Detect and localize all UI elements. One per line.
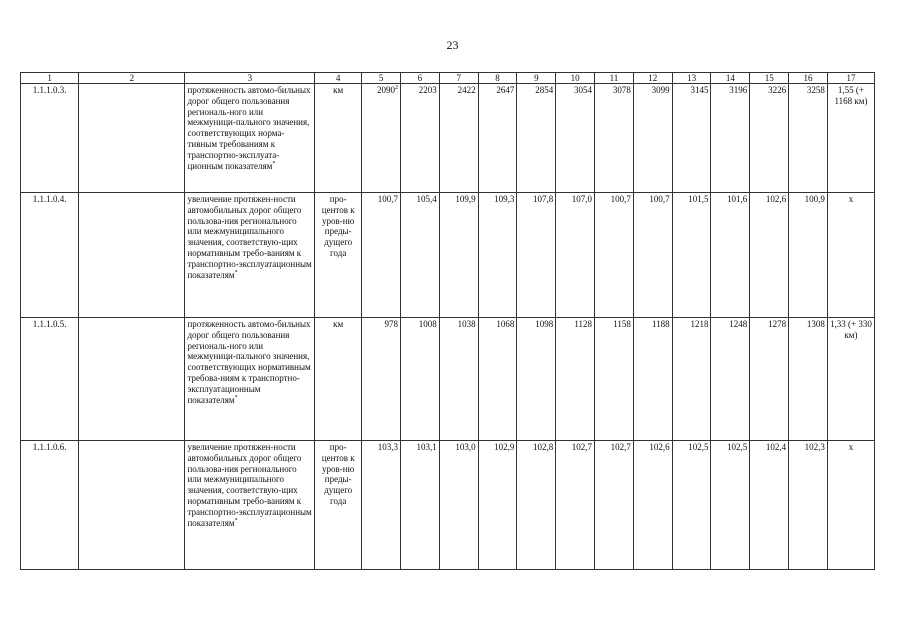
column-header: 14	[711, 73, 750, 84]
column-header: 16	[789, 73, 828, 84]
column-header: 12	[633, 73, 672, 84]
column-header: 1	[21, 73, 79, 84]
value-cell: 1188	[633, 318, 672, 441]
row-code: 1.1.1.0.4.	[21, 193, 79, 318]
note-cell: 1,55 (+ 1168 км)	[827, 84, 874, 193]
indicators-table	[20, 72, 875, 570]
value-cell: 2422	[439, 84, 478, 193]
value-cell: 102,6	[633, 441, 672, 570]
column-header: 10	[556, 73, 595, 84]
value-text: 978	[384, 319, 398, 329]
value-cell	[362, 193, 401, 318]
value-cell	[362, 318, 401, 441]
unit-cell: про-центов к уров-ню преды-дущего года	[315, 193, 362, 318]
column-header: 17	[827, 73, 874, 84]
value-cell: 1158	[595, 318, 634, 441]
value-cell: 102,6	[750, 193, 789, 318]
value-cell: 109,3	[478, 193, 517, 318]
value-cell: 3099	[633, 84, 672, 193]
value-cell: 1068	[478, 318, 517, 441]
column-header: 2	[79, 73, 185, 84]
column-header: 6	[400, 73, 439, 84]
value-cell: 1248	[711, 318, 750, 441]
row-code: 1.1.1.0.3.	[21, 84, 79, 193]
value-cell: 105,4	[400, 193, 439, 318]
indicator-text: протяженность автомо-бильных дорог общего пользования региональ-ного или межмуници-пального значения, соответствующих нормативным требова-ниям к транспортно-эксплуатационным показателям	[187, 319, 311, 405]
indicator-cell	[185, 318, 315, 441]
value-cell: 3054	[556, 84, 595, 193]
row-col2	[79, 193, 185, 318]
column-header: 15	[750, 73, 789, 84]
value-text: 2090	[376, 85, 395, 95]
column-header: 13	[672, 73, 711, 84]
value-cell: 102,9	[478, 441, 517, 570]
value-cell	[362, 441, 401, 570]
row-col2	[79, 318, 185, 441]
value-cell: 1098	[517, 318, 556, 441]
value-cell: 2203	[400, 84, 439, 193]
value-cell: 107,0	[556, 193, 595, 318]
row-code: 1.1.1.0.5.	[21, 318, 79, 441]
column-header: 8	[478, 73, 517, 84]
value-cell: 102,3	[789, 441, 828, 570]
value-cell: 102,4	[750, 441, 789, 570]
value-cell: 101,5	[672, 193, 711, 318]
note-cell: х	[827, 441, 874, 570]
indicator-cell	[185, 441, 315, 570]
value-cell: 3196	[711, 84, 750, 193]
note-cell: 1,33 (+ 330 км)	[827, 318, 874, 441]
footnote-mark: 2	[394, 85, 398, 91]
value-cell: 1008	[400, 318, 439, 441]
value-cell: 102,5	[711, 441, 750, 570]
value-cell: 109,9	[439, 193, 478, 318]
value-cell: 100,7	[595, 193, 634, 318]
value-cell: 1038	[439, 318, 478, 441]
value-text: 100,7	[377, 194, 398, 204]
column-header: 5	[362, 73, 401, 84]
note-cell: х	[827, 193, 874, 318]
indicator-cell	[185, 193, 315, 318]
value-cell: 1218	[672, 318, 711, 441]
table-row	[21, 84, 875, 193]
value-cell: 3145	[672, 84, 711, 193]
value-cell: 102,7	[595, 441, 634, 570]
table-row	[21, 193, 875, 318]
column-header: 3	[185, 73, 315, 84]
column-header: 4	[315, 73, 362, 84]
value-cell	[362, 84, 401, 193]
row-col2	[79, 84, 185, 193]
value-cell: 3258	[789, 84, 828, 193]
value-cell: 1128	[556, 318, 595, 441]
value-cell: 103,0	[439, 441, 478, 570]
value-cell: 100,7	[633, 193, 672, 318]
value-cell: 1308	[789, 318, 828, 441]
value-cell: 102,7	[556, 441, 595, 570]
column-header: 9	[517, 73, 556, 84]
unit-cell: км	[315, 318, 362, 441]
unit-cell: км	[315, 84, 362, 193]
value-cell: 3226	[750, 84, 789, 193]
value-cell: 3078	[595, 84, 634, 193]
value-cell: 2647	[478, 84, 517, 193]
header-row	[21, 73, 875, 84]
table-row	[21, 441, 875, 570]
footnote-mark: *	[234, 269, 238, 276]
table-row	[21, 318, 875, 441]
value-text: 103,3	[377, 442, 398, 452]
value-cell: 102,8	[517, 441, 556, 570]
value-cell: 1278	[750, 318, 789, 441]
indicator-text: увеличение протяжен-ности автомобильных дорог общего пользова-ния регионального или межмуниципального значения, соответствую-щих нормативным требо-ваниям к транспортно-эксплуатационным показателям	[187, 442, 312, 528]
row-code: 1.1.1.0.6.	[21, 441, 79, 570]
footnote-mark: *	[272, 160, 276, 167]
footnote-mark: *	[234, 394, 238, 401]
value-cell: 102,5	[672, 441, 711, 570]
row-col2	[79, 441, 185, 570]
value-cell: 107,8	[517, 193, 556, 318]
value-cell: 2854	[517, 84, 556, 193]
footnote-mark: *	[234, 517, 238, 524]
value-cell: 103,1	[400, 441, 439, 570]
column-header: 7	[439, 73, 478, 84]
unit-cell: про-центов к уров-ню преды-дущего года	[315, 441, 362, 570]
value-cell: 101,6	[711, 193, 750, 318]
page-number: 23	[446, 38, 459, 52]
indicator-text: увеличение протяжен-ности автомобильных дорог общего пользова-ния регионального или межмуниципального значения, соответствую-щих нормативным требо-ваниям к транспортно-эксплуатационным показателям	[187, 194, 312, 280]
indicator-text: протяженность автомо-бильных дорог общего пользования региональ-ного или межмуници-пального значения, соответствующих норма-тивным требованиям к транспортно-эксплуата-ционным показателям	[187, 85, 311, 171]
value-cell: 100,9	[789, 193, 828, 318]
column-header: 11	[595, 73, 634, 84]
indicator-cell	[185, 84, 315, 193]
